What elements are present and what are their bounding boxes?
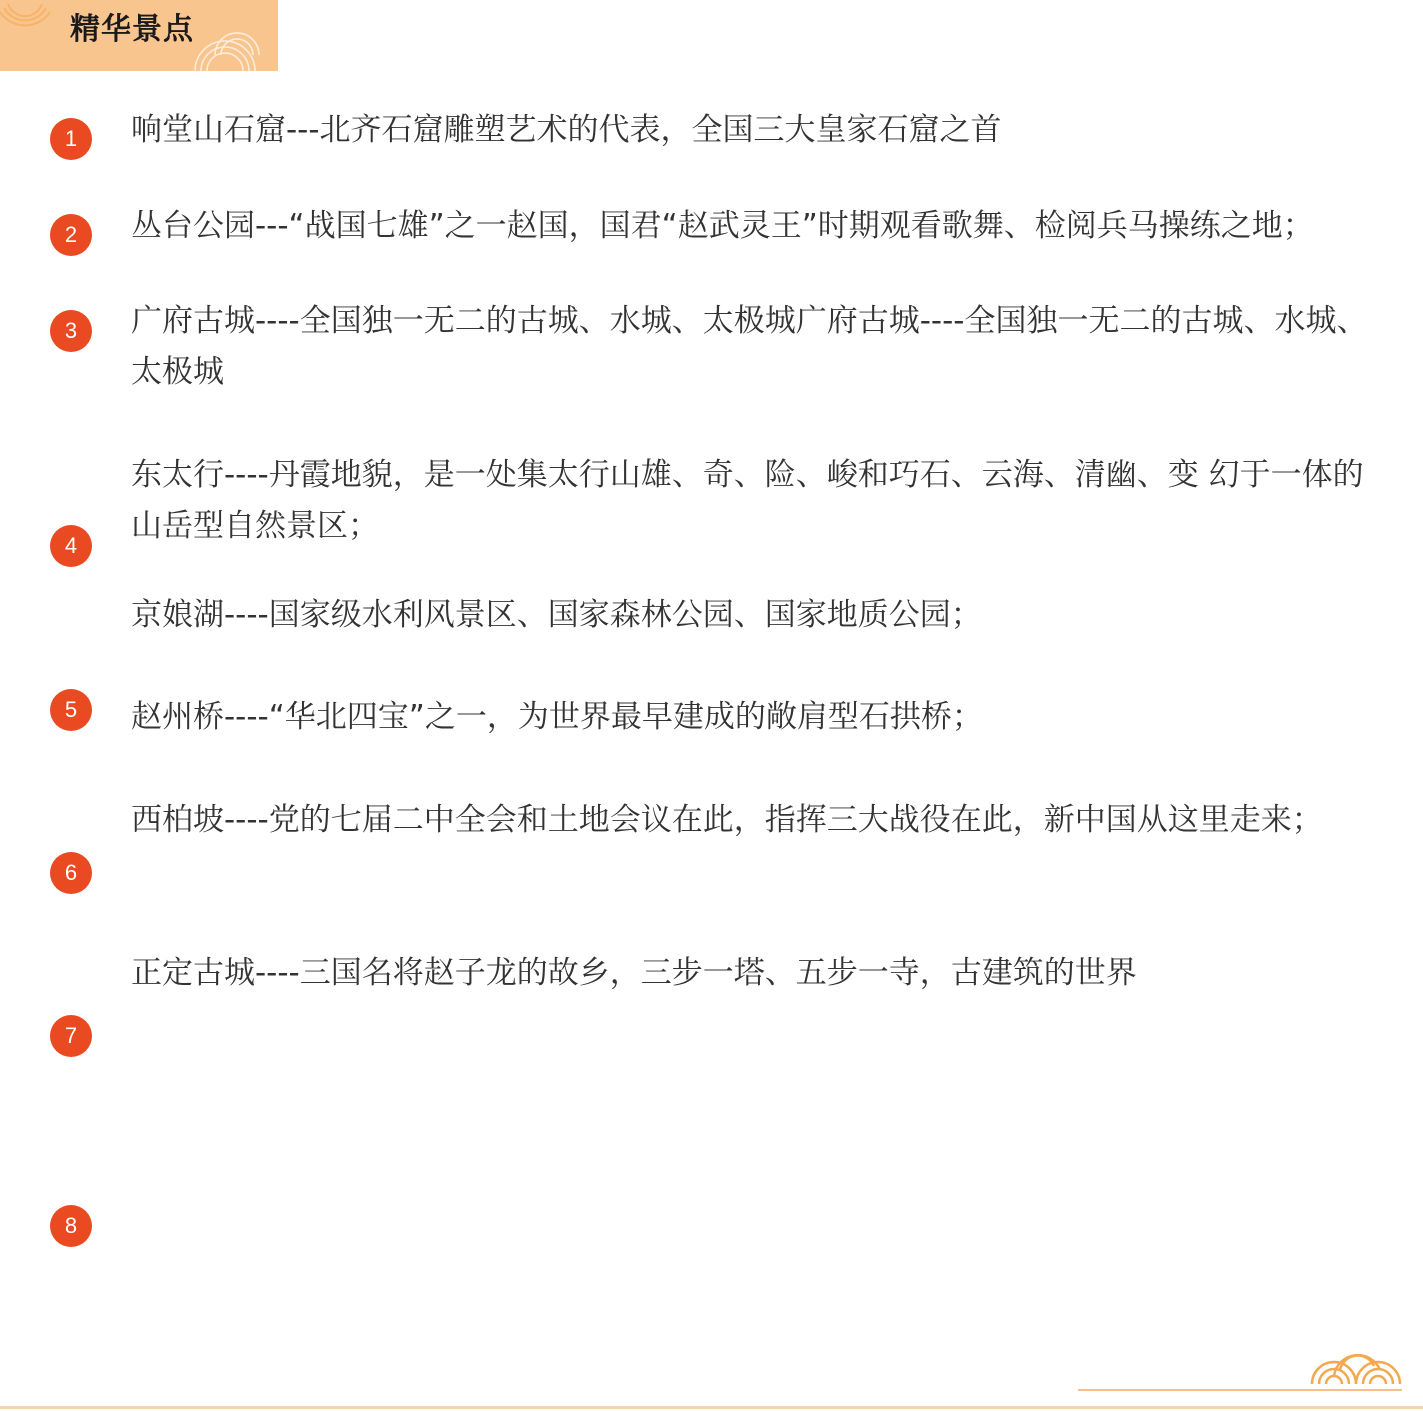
attraction-text: 丛台公园---“战国七雄”之一赵国，国君“赵武灵王”时期观看歌舞、检阅兵马操练之地； [131, 208, 1314, 244]
item-number-badge: 7 [50, 1015, 92, 1057]
item-number-badge: 5 [50, 689, 92, 731]
section-title: 精华景点 [70, 12, 194, 47]
attraction-text: 广府古城----全国独一无二的古城、水城、太极城广府古城----全国独一无二的古城、水城、太极城 [131, 303, 1368, 390]
attraction-text: 响堂山石窟---北齐石窟雕塑艺术的代表，全国三大皇家石窟之首 [131, 112, 1002, 148]
attraction-text: 京娘湖----国家级水利风景区、国家森林公园、国家地质公园； [131, 597, 982, 633]
attraction-text: 东太行----丹霞地貌，是一处集太行山雄、奇、险、峻和巧石、云海、清幽、变 幻于一体的山岳型自然景区； [131, 457, 1364, 544]
footer-divider [0, 1406, 1423, 1409]
section-header-tab [0, 0, 278, 71]
attraction-text: 赵州桥----“华北四宝”之一，为世界最早建成的敞肩型石拱桥； [131, 699, 983, 735]
item-number-badge: 3 [50, 310, 92, 352]
cloud-decoration-icon [1310, 1346, 1402, 1386]
item-number-badge: 6 [50, 852, 92, 894]
item-number-badge: 8 [50, 1205, 92, 1247]
attraction-text: 西柏坡----党的七届二中全会和土地会议在此，指挥三大战役在此，新中国从这里走来； [131, 802, 1323, 838]
item-number-badge: 1 [50, 118, 92, 160]
attraction-text: 正定古城----三国名将赵子龙的故乡，三步一塔、五步一寺，古建筑的世界 [131, 955, 1137, 991]
item-number-badge: 2 [50, 214, 92, 256]
item-number-badge: 4 [50, 525, 92, 567]
footer-decoration-line [1078, 1389, 1402, 1391]
